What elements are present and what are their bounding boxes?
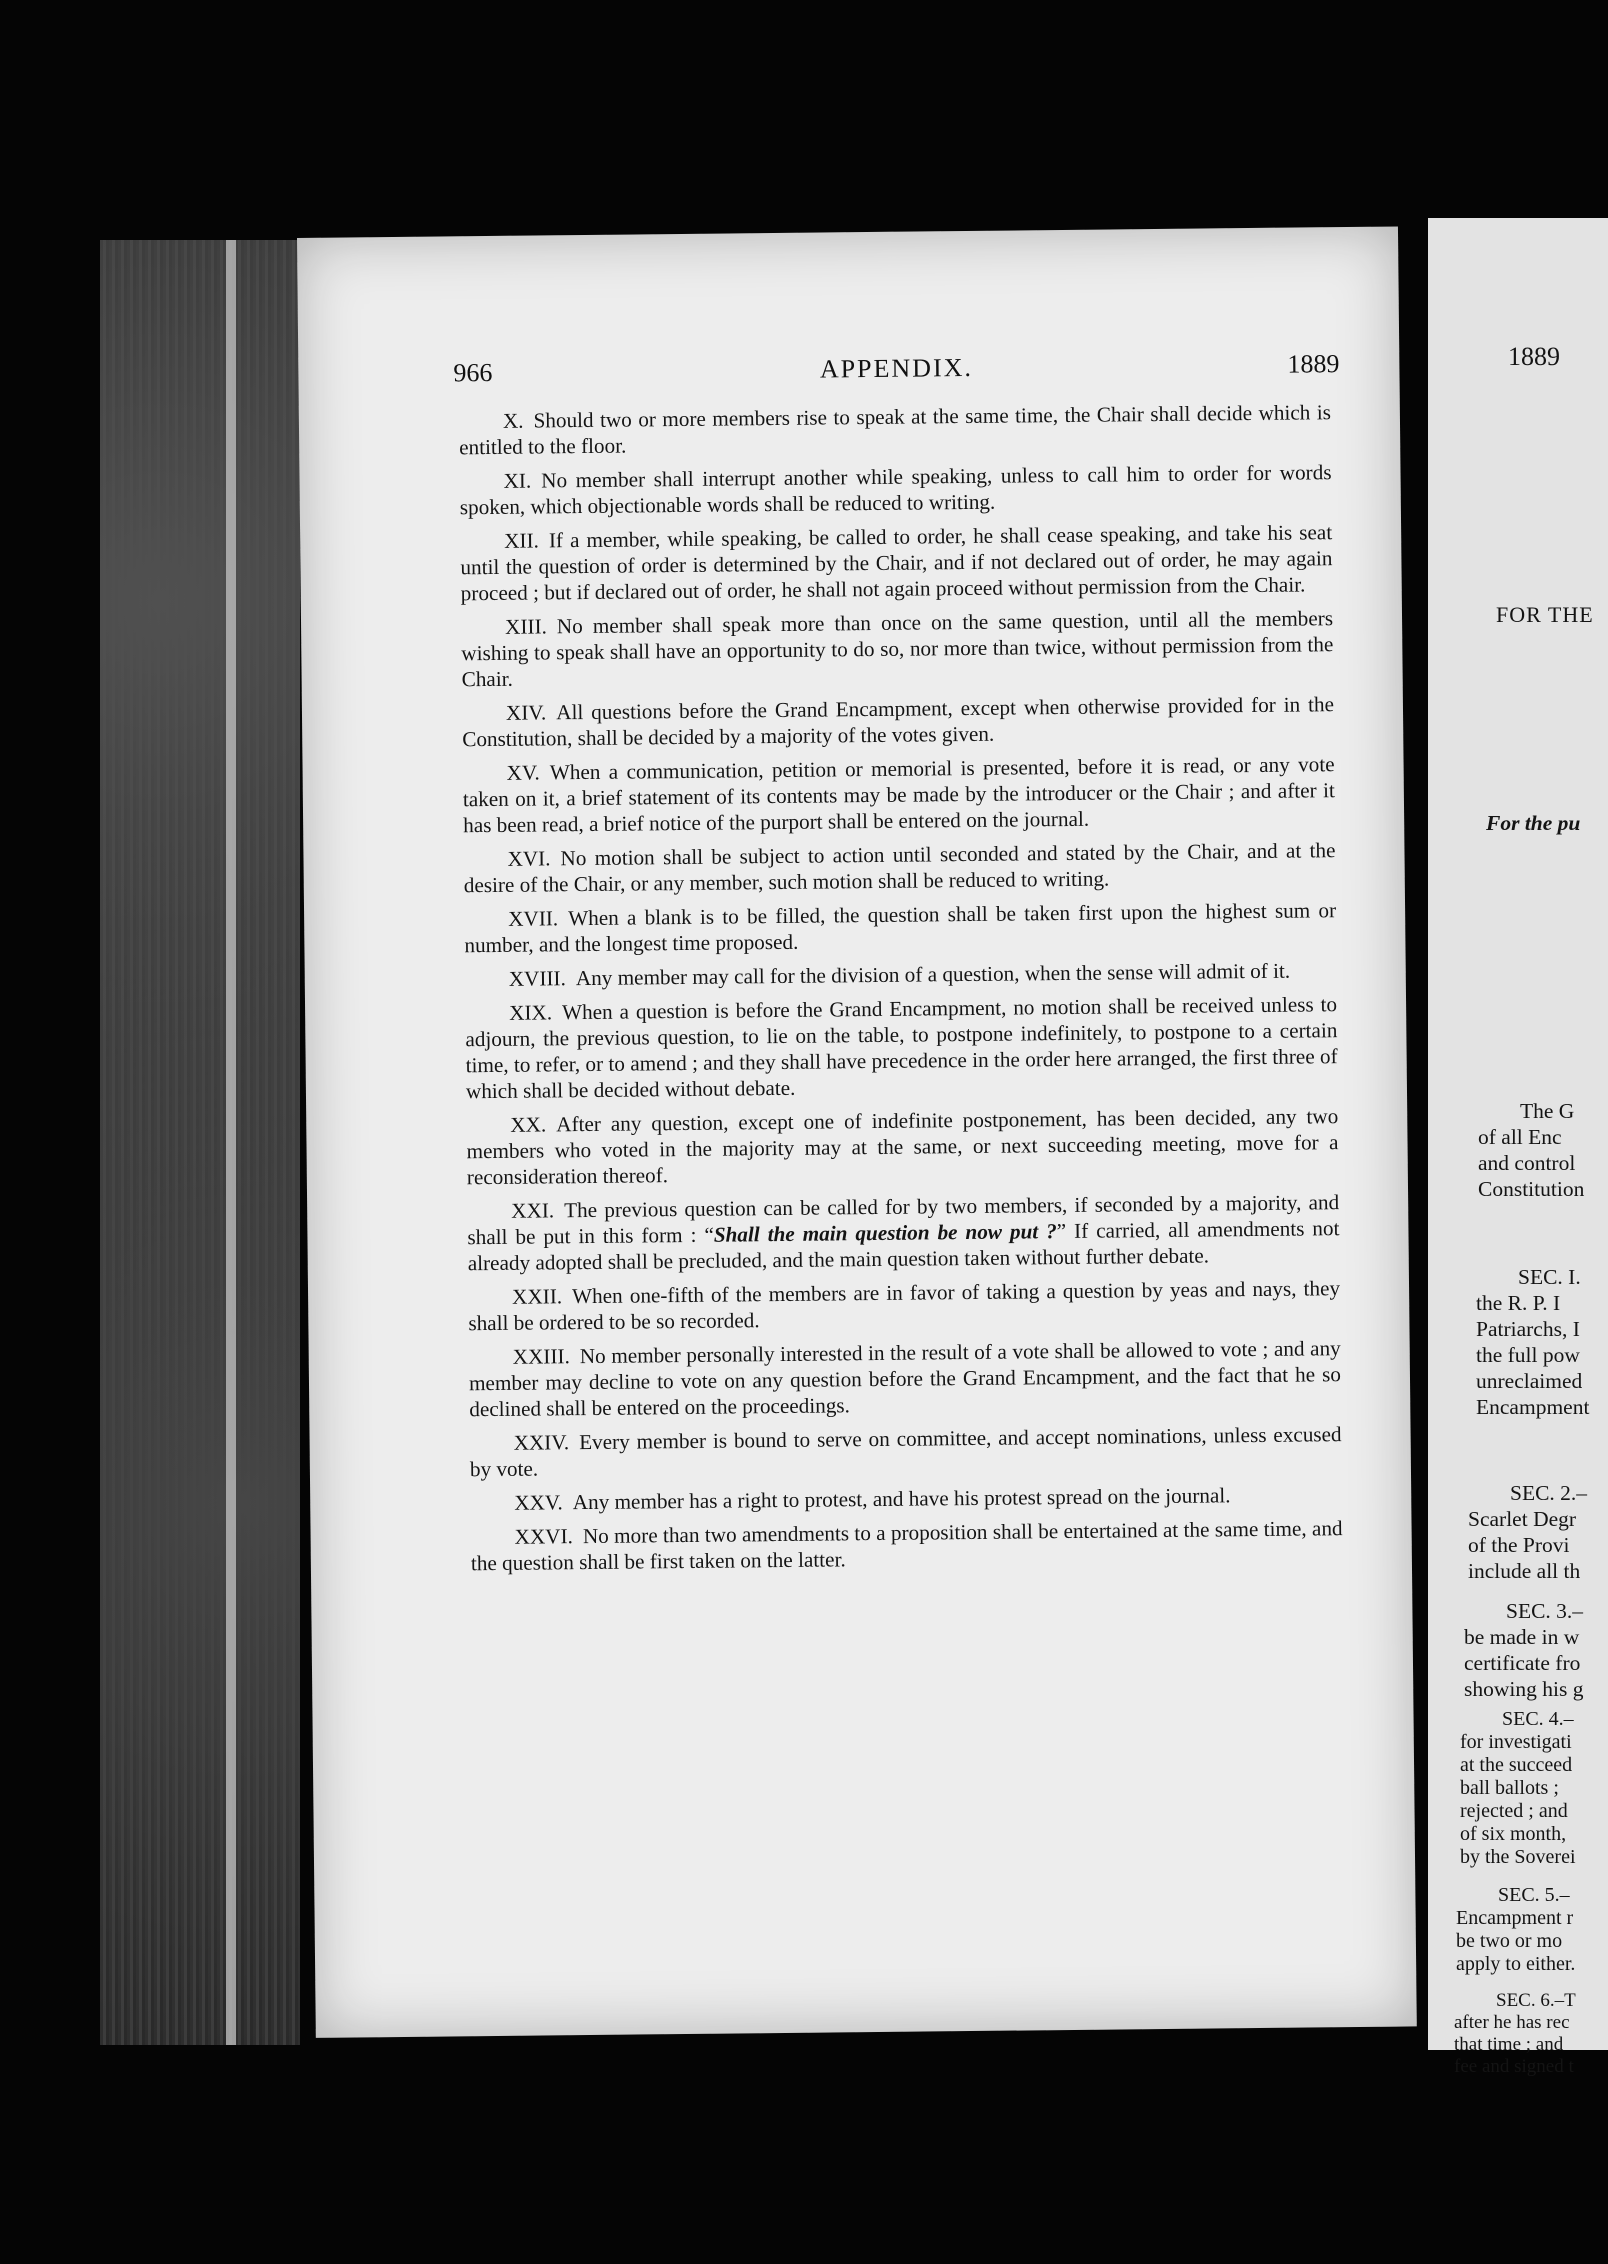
right-page-subheading: For the pu <box>1486 811 1581 835</box>
running-title: APPENDIX. <box>819 352 974 384</box>
right-page-block <box>1478 1098 1584 1202</box>
rule-paragraph <box>465 957 1337 992</box>
rule-paragraph <box>459 399 1331 460</box>
right-page-line: by the Soverei <box>1460 1846 1576 1868</box>
rule-paragraph <box>470 1481 1342 1516</box>
right-page-line: at the succeed <box>1460 1754 1573 1776</box>
right-page-line: Patriarchs, I <box>1476 1317 1580 1341</box>
right-page-line: be two or mo <box>1456 1930 1563 1952</box>
rule-paragraph <box>465 991 1338 1104</box>
right-page-block <box>1460 1708 1576 1869</box>
rule-number: XV. <box>506 760 540 785</box>
right-page-line: certificate fro <box>1464 1651 1581 1675</box>
rule-text: When one-fifth of the members are in favor of taking a question by yeas and nays, they shall be ordered to be so recorded. <box>468 1276 1341 1336</box>
rule-paragraph <box>460 519 1333 606</box>
right-page-line: SEC. 3.– <box>1506 1599 1584 1623</box>
right-page-line: fee and signed t <box>1454 2056 1574 2077</box>
rule-text-italic: Shall the main question be now put ? <box>713 1219 1057 1247</box>
gutter-edge <box>226 240 236 2045</box>
right-page-line: SEC. 5.– <box>1498 1884 1570 1906</box>
right-page-line: the R. P. I <box>1476 1291 1561 1315</box>
rule-number: XII. <box>504 528 540 553</box>
right-page-block <box>1468 1480 1587 1584</box>
book-spine-binding <box>100 240 300 2045</box>
page-header <box>453 349 1339 394</box>
rule-text: Should two or more members rise to speak at the same time, the Chair shall decide which is entitled to the floor. <box>459 400 1332 460</box>
right-page-line: that time ; and <box>1454 2034 1564 2055</box>
rule-text: No more than two amendments to a proposition shall be entertained at the same time, and the question shall be first taken on the latter. <box>470 1516 1343 1576</box>
rule-text: Any member may call for the division of a question, when the sense will admit of it. <box>575 958 1291 991</box>
rule-number: XXII. <box>511 1284 563 1309</box>
right-page-line: Constitution <box>1478 1177 1585 1201</box>
right-page-line: of the Provi <box>1468 1533 1570 1557</box>
rule-paragraph <box>462 691 1334 752</box>
rule-text: When a question is before the Grand Encampment, no motion shall be received unless to adjourn, the previous question, to lie on the table, to postpone indefinitely, to postpone to a certain time, to refer, or to amend ; and they shall have precedence in the order here arranged, the first three of which shall be decided without debate. <box>465 992 1338 1104</box>
rule-text: When a blank is to be filled, the question shall be taken first upon the highest sum or number, and the longest time proposed. <box>464 898 1337 958</box>
rule-number: XXVI. <box>514 1524 574 1549</box>
rule-number: XX. <box>510 1112 547 1137</box>
right-page-block <box>1464 1598 1583 1702</box>
rule-number: XIX. <box>508 1000 553 1025</box>
right-page-line: Encampment <box>1476 1395 1590 1419</box>
rule-text: No member personally interested in the result of a vote shall be allowed to vote ; and any member may decline to vote on any question before the Grand Encampment, and the fact that he so declined shall be entered on the proceedings. <box>468 1336 1342 1422</box>
rule-text: No motion shall be subject to action until seconded and stated by the Chair, and at the desire of the Chair, or any member, such motion shall be reduced to writing. <box>463 838 1336 898</box>
rule-text: No member shall speak more than once on the same question, until all the members wishing to speak shall have an opportunity to do so, nor more than twice, without permission from the Chair. <box>461 606 1334 692</box>
right-page-block <box>1454 1990 1576 2078</box>
right-page-line: rejected ; and <box>1460 1800 1568 1822</box>
rule-number: XVI. <box>507 846 551 871</box>
rule-paragraph <box>467 1189 1340 1276</box>
rule-text: All questions before the Grand Encampment, except when otherwise provided for in the Constitution, shall be decided by a majority of the votes given. <box>462 692 1335 752</box>
rule-paragraph <box>470 1515 1342 1576</box>
rule-paragraph <box>462 751 1335 838</box>
rule-text: If a member, while speaking, be called to order, he shall cease speaking, and take his seat until the question of order is determined by the Chair, and if not declared out of order, he may again proceed ; but if declared out of order, he shall not again proceed without permission from the Chair. <box>460 520 1333 606</box>
right-page-line: Scarlet Degr <box>1468 1507 1577 1531</box>
right-page-block <box>1456 1884 1575 1976</box>
rule-text: Any member has a right to protest, and have his protest spread on the journal. <box>572 1483 1231 1515</box>
rule-text: No member shall interrupt another while speaking, unless to call him to order for words spoken, which objectionable words shall be reduced to writing. <box>459 460 1332 520</box>
rule-paragraph <box>464 897 1336 958</box>
rule-number: XVII. <box>508 906 559 931</box>
rule-number: XXI. <box>511 1198 555 1223</box>
right-page-line: SEC. 4.– <box>1502 1708 1574 1730</box>
right-page-line: SEC. 6.–T <box>1496 1990 1576 2011</box>
rule-text: The previous question can be called for by two members, if seconded by a majority, and shall be put in this form : “ <box>467 1190 1340 1250</box>
right-page-line: and control <box>1478 1151 1576 1175</box>
rule-number: XI. <box>503 468 532 493</box>
right-page-line: after he has rec <box>1454 2012 1570 2033</box>
rule-paragraph <box>466 1103 1339 1190</box>
right-page-line: Encampment r <box>1456 1907 1574 1929</box>
right-page-line: for investigati <box>1460 1731 1572 1753</box>
rule-number: XXIII. <box>512 1344 570 1369</box>
rule-paragraph <box>459 459 1331 520</box>
right-page-line: the full pow <box>1476 1343 1580 1367</box>
right-page-year: 1889 <box>1508 342 1560 371</box>
right-page-line: The G <box>1520 1099 1575 1123</box>
right-page-line: include all th <box>1468 1559 1581 1583</box>
rule-number: XIV. <box>505 700 547 725</box>
rule-number: XXV. <box>514 1490 563 1515</box>
right-page-line: unreclaimed <box>1476 1369 1583 1393</box>
right-page-line: of six month, <box>1460 1823 1567 1845</box>
right-page-fragment <box>1428 218 1608 2077</box>
rules-text-body <box>459 399 1343 1584</box>
rule-paragraph <box>469 1335 1342 1422</box>
right-page-heading: FOR THE <box>1496 602 1594 627</box>
rule-text: When a communication, petition or memorial is presented, before it is read, or any vote taken on it, a brief statement of its contents may be made by the introducer or the Chair ; and after it has been read, a brief notice of the purport shall be entered on the journal. <box>462 752 1335 838</box>
rule-number: XIII. <box>504 614 547 639</box>
right-page-line: SEC. I. <box>1518 1265 1581 1289</box>
rule-number: XXIV. <box>513 1430 570 1455</box>
rule-paragraph <box>461 605 1334 692</box>
header-year: 1889 <box>1287 349 1340 379</box>
rule-paragraph <box>463 837 1335 898</box>
page-number: 966 <box>453 357 493 388</box>
right-page-line: be made in w <box>1464 1625 1580 1649</box>
right-page-block <box>1476 1264 1589 1420</box>
rule-number: XVIII. <box>508 966 566 991</box>
right-page-line: ball ballots ; <box>1460 1777 1559 1799</box>
rule-number: X. <box>502 408 524 433</box>
right-page-line: apply to either. <box>1456 1953 1576 1975</box>
right-page-line: of all Enc <box>1478 1125 1562 1149</box>
rule-paragraph <box>469 1421 1341 1482</box>
rule-text: ” If carried, all amendments not already adopted shall be precluded, and the main question taken without further debate. <box>467 1216 1340 1276</box>
right-page-line: SEC. 2.– <box>1510 1481 1588 1505</box>
left-page <box>297 226 1417 2037</box>
rule-paragraph <box>468 1275 1340 1336</box>
rule-text: After any question, except one of indefinite postponement, has been decided, any two members who voted in the majority may at the same, or next succeeding meeting, move for a reconsideration thereof. <box>466 1104 1339 1190</box>
right-page-line: showing his g <box>1464 1677 1584 1701</box>
rule-text: Every member is bound to serve on committee, and accept nominations, unless excused by vote. <box>469 1422 1342 1482</box>
